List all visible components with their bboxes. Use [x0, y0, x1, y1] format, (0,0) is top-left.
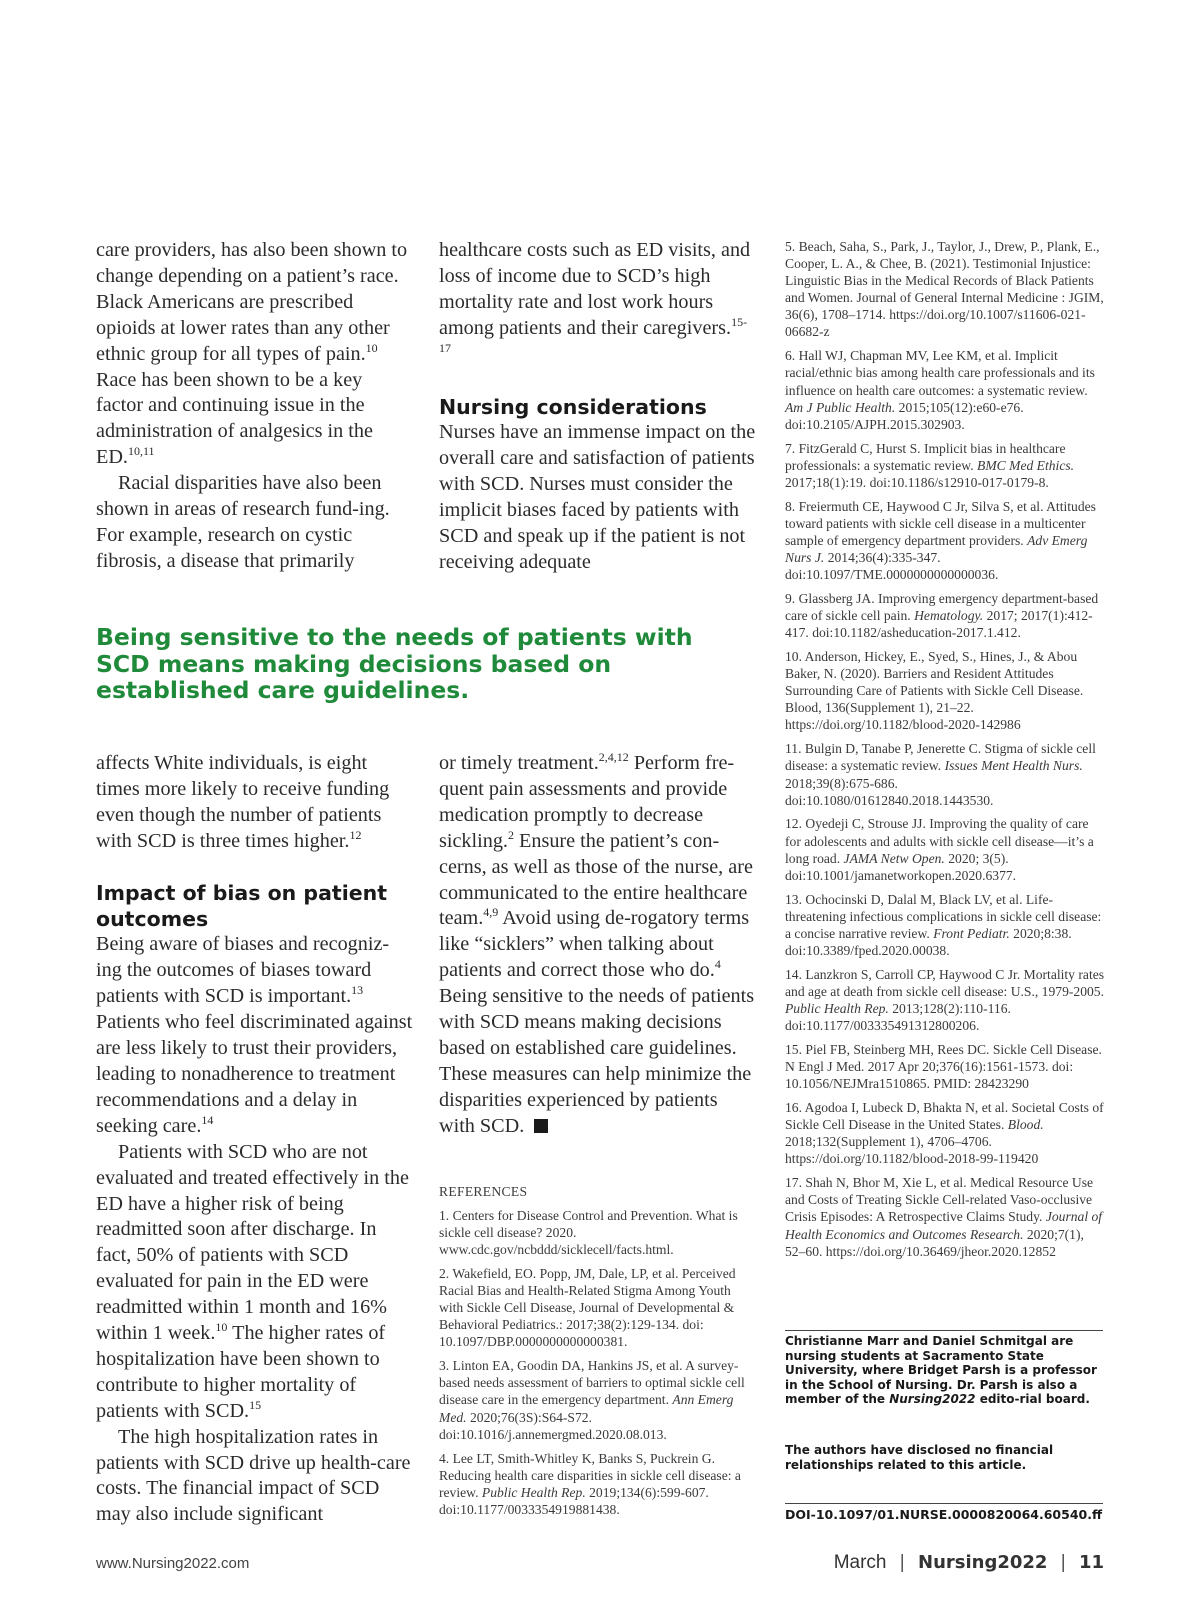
references-col-b: [785, 238, 1105, 1267]
divider: [785, 1330, 1103, 1331]
reference-item: 6. Hall WJ, Chapman MV, Lee KM, et al. Implicit racial/ethnic bias among health care professionals and its influence on health care outcomes: a systematic review. Am J Public Health. 2015;105(12):e60-e76. doi:10.2105/AJPH.2015.302903.: [785, 348, 1095, 432]
paragraph: Nurses have an immense impact on the overall care and satisfaction of patients with SCD. Nurses must consider the implicit biases faced by patients with SCD and speak up if the patient is not receiving adequate: [439, 421, 756, 573]
section-heading: Impact of bias on patient outcomes: [96, 880, 388, 931]
paragraph: Racial disparities have also been shown in areas of research fund-ing. For example, research on cystic fibrosis, a disease that primarily: [96, 472, 390, 572]
references-heading: REFERENCES: [439, 1184, 528, 1199]
paragraph: Being aware of biases and recogniz-ing the outcomes of biases toward patients with SCD is important.$^{13}$ Patients who feel discriminated against are less likely to trust their providers, leading to nonadherence to treatment recommendations and a delay in seeking care.$^{14}$: [96, 933, 413, 1137]
disclosure-statement: The authors have disclosed no financial relationships related to this article.: [785, 1443, 1054, 1472]
article-col2-top: [439, 238, 757, 576]
reference-item: 9. Glassberg JA. Improving emergency department-based care of sickle cell pain. Hematology. 2017; 2017(1):412-417. doi:10.1182/asheducation-2017.1.412.: [785, 590, 1099, 641]
paragraph: care providers, has also been shown to change depending on a patient’s race. Black Americans are prescribed opioids at lower rates than any other ethnic group for all types of pain.$^{10}$ Race has been shown to be a key factor and continuing issue in the administration of analgesics in the ED.$^{10,11}$: [96, 239, 408, 469]
reference-item: 3. Linton EA, Goodin DA, Hankins JS, et al. A survey-based needs assessment of barriers to optimal sickle cell disease care in the emergency department. Ann Emerg Med. 2020;76(3S):S64-S72. doi:10.1016/j.annemergmed.2020.08.013.: [439, 1358, 745, 1442]
reference-item: 13. Ochocinski D, Dalal M, Black LV, et al. Life-threatening infectious complications in sickle cell disease: a concise narrative review. Front Pediatr. 2020;8:38. doi:10.3389/fped.2020.00038.: [785, 891, 1102, 958]
footer-website[interactable]: www.Nursing2022.com: [96, 1555, 250, 1572]
pull-quote: Being sensitive to the needs of patients with SCD means making decisions based on established care guidelines.: [96, 623, 693, 704]
reference-item: 7. FitzGerald C, Hurst S. Implicit bias in healthcare professionals: a systematic review. BMC Med Ethics. 2017;18(1):19. doi:10.1186/s12910-017-0179-8.: [785, 440, 1075, 490]
reference-item: 17. Shah N, Bhor M, Xie L, et al. Medical Resource Use and Costs of Treating Sickle Cell-related Vaso-occlusive Crisis Episodes: A Retrospective Claims Study. Journal of Health Economics and Outcomes Research. 2020;7(1), 52–60. https://doi.org/10.36469/jheor.2020.12852: [785, 1175, 1103, 1259]
references-col-a: [439, 1183, 757, 1525]
footer-journal: Nursing2022: [918, 1552, 1048, 1573]
paragraph: The high hospitalization rates in patients with SCD drive up health-care costs. The financial impact of SCD may also include significant: [96, 1425, 411, 1526]
paragraph: affects White individuals, is eight times more likely to receive funding even though the number of patients with SCD is three times higher.$^{12}$: [96, 752, 390, 852]
page-number: 11: [1078, 1552, 1104, 1573]
reference-item: 15. Piel FB, Steinberg MH, Rees DC. Sickle Cell Disease. N Engl J Med. 2017 Apr 20;376(16):1561-1573. doi: 10.1056/NEJMra1510865. PMID: 28423290: [785, 1042, 1102, 1092]
article-col2-bottom: [439, 751, 757, 1140]
reference-item: 14. Lanzkron S, Carroll CP, Haywood C Jr. Mortality rates and age at death from sickle cell disease: U.S., 1979-2005. Public Health Rep. 2013;128(2):110-116. doi:10.1177/003335491312800206.: [785, 966, 1105, 1034]
end-mark-icon: [534, 1119, 548, 1133]
reference-item: 12. Oyedeji C, Strouse JJ. Improving the quality of care for adolescents and adults with sickle cell disease—it’s a long road. JAMA Netw Open. 2020; 3(5). doi:10.1001/jamanetworkopen.2020.6377.: [785, 816, 1094, 883]
footer-month: March: [833, 1552, 887, 1573]
paragraph: or timely treatment.$^{2,4,12}$ Perform fre-quent pain assessments and provide medication promptly to decrease sickling.$^2$ Ensure the patient’s con-cerns, as well as those of the nurse, are communicated to the entire healthcare team.$^{4,9}$ Avoid using de-rogatory terms like “sicklers” when talking about patients and correct those who do.$^4$ Being sensitive to the needs of patients with SCD means making decisions based on established care guidelines. These measures can help minimize the disparities experienced by patients with SCD.: [439, 750, 755, 1137]
reference-item: 2. Wakefield, EO. Popp, JM, Dale, LP, et al. Perceived Racial Bias and Health-Related Stigma Among Youth with Sickle Cell Disease, Journal of Developmental & Behavioral Pediatrics.: 2017;38(2):129-134. doi: 10.1097/DBP.0000000000000381.: [439, 1265, 736, 1350]
footer-separator: |: [1060, 1552, 1066, 1573]
paragraph: Patients with SCD who are not evaluated and treated effectively in the ED have a higher risk of being readmitted soon after discharge. In fact, 50% of patients with SCD evaluated for pain in the ED were readmitted within 1 month and 16% within 1 week.$^{10}$ The higher rates of hospitalization have been shown to contribute to higher mortality of patients with SCD.$^{15}$: [96, 1140, 409, 1422]
doi: DOI-10.1097/01.NURSE.0000820064.60540.ff: [785, 1507, 1103, 1522]
reference-item: 8. Freiermuth CE, Haywood C Jr, Silva S, et al. Attitudes toward patients with sickle cell disease in a multicenter sample of emergency department providers. Adv Emerg Nurs J. 2014;36(4):335-347. doi:10.1097/TME.0000000000000036.: [785, 498, 1096, 583]
divider: [785, 1503, 1103, 1504]
paragraph: healthcare costs such as ED visits, and loss of income due to SCD’s high mortality rate and lost work hours among patients and their caregivers.$^{15-17}$: [439, 239, 751, 355]
article-col1-bottom: [96, 751, 414, 1528]
reference-item: 11. Bulgin D, Tanabe P, Jenerette C. Stigma of sickle cell disease: a systematic review. Issues Ment Health Nurs. 2018;39(8):675-686. doi:10.1080/01612840.2018.1443530.: [785, 741, 1096, 808]
footer-folio: [834, 1552, 1104, 1574]
reference-item: 5. Beach, Saha, S., Park, J., Taylor, J., Drew, P., Plank, E., Cooper, L. A., & Chee, B. (2021). Testimonial Injustice: Linguistic Bias in the Medical Records of Black Patients and Women. Journal of General Internal Medicine : JGIM, 36(6), 1708–1714. https://doi.org/10.1007/s11606-021-06682-z: [785, 239, 1104, 340]
article-col1-top: [96, 238, 414, 575]
reference-item: 10. Anderson, Hickey, E., Syed, S., Hines, J., & Abou Baker, N. (2020). Barriers and Resident Attitudes Surrounding Care of Patients with Sickle Cell Disease. Blood, 136(Supplement 1), 21–22. https://doi.org/10.1182/blood-2020-142986: [785, 649, 1084, 733]
section-heading: Nursing considerations: [439, 394, 707, 419]
reference-item: 4. Lee LT, Smith-Whitley K, Banks S, Puckrein G. Reducing health care disparities in sickle cell disease: a review. Public Health Rep. 2019;134(6):599-607. doi:10.1177/0033354919881438.: [439, 1450, 741, 1517]
reference-item: 16. Agodoa I, Lubeck D, Bhakta N, et al. Societal Costs of Sickle Cell Disease in the United States. Blood. 2018;132(Supplement 1), 4706–4706. https://doi.org/10.1182/blood-2018-99-119420: [785, 1100, 1104, 1167]
footer-separator: |: [899, 1552, 905, 1573]
authors-note: Christianne Marr and Daniel Schmitgal are nursing students at Sacramento State University, where Bridget Parsh is a professor in the School of Nursing. Dr. Parsh is also a member of the Nursing2022 edito-rial board.: [785, 1334, 1097, 1407]
reference-item: 1. Centers for Disease Control and Prevention. What is sickle cell disease? 2020. www.cdc.gov/ncbddd/sicklecell/facts.html.: [439, 1207, 738, 1258]
